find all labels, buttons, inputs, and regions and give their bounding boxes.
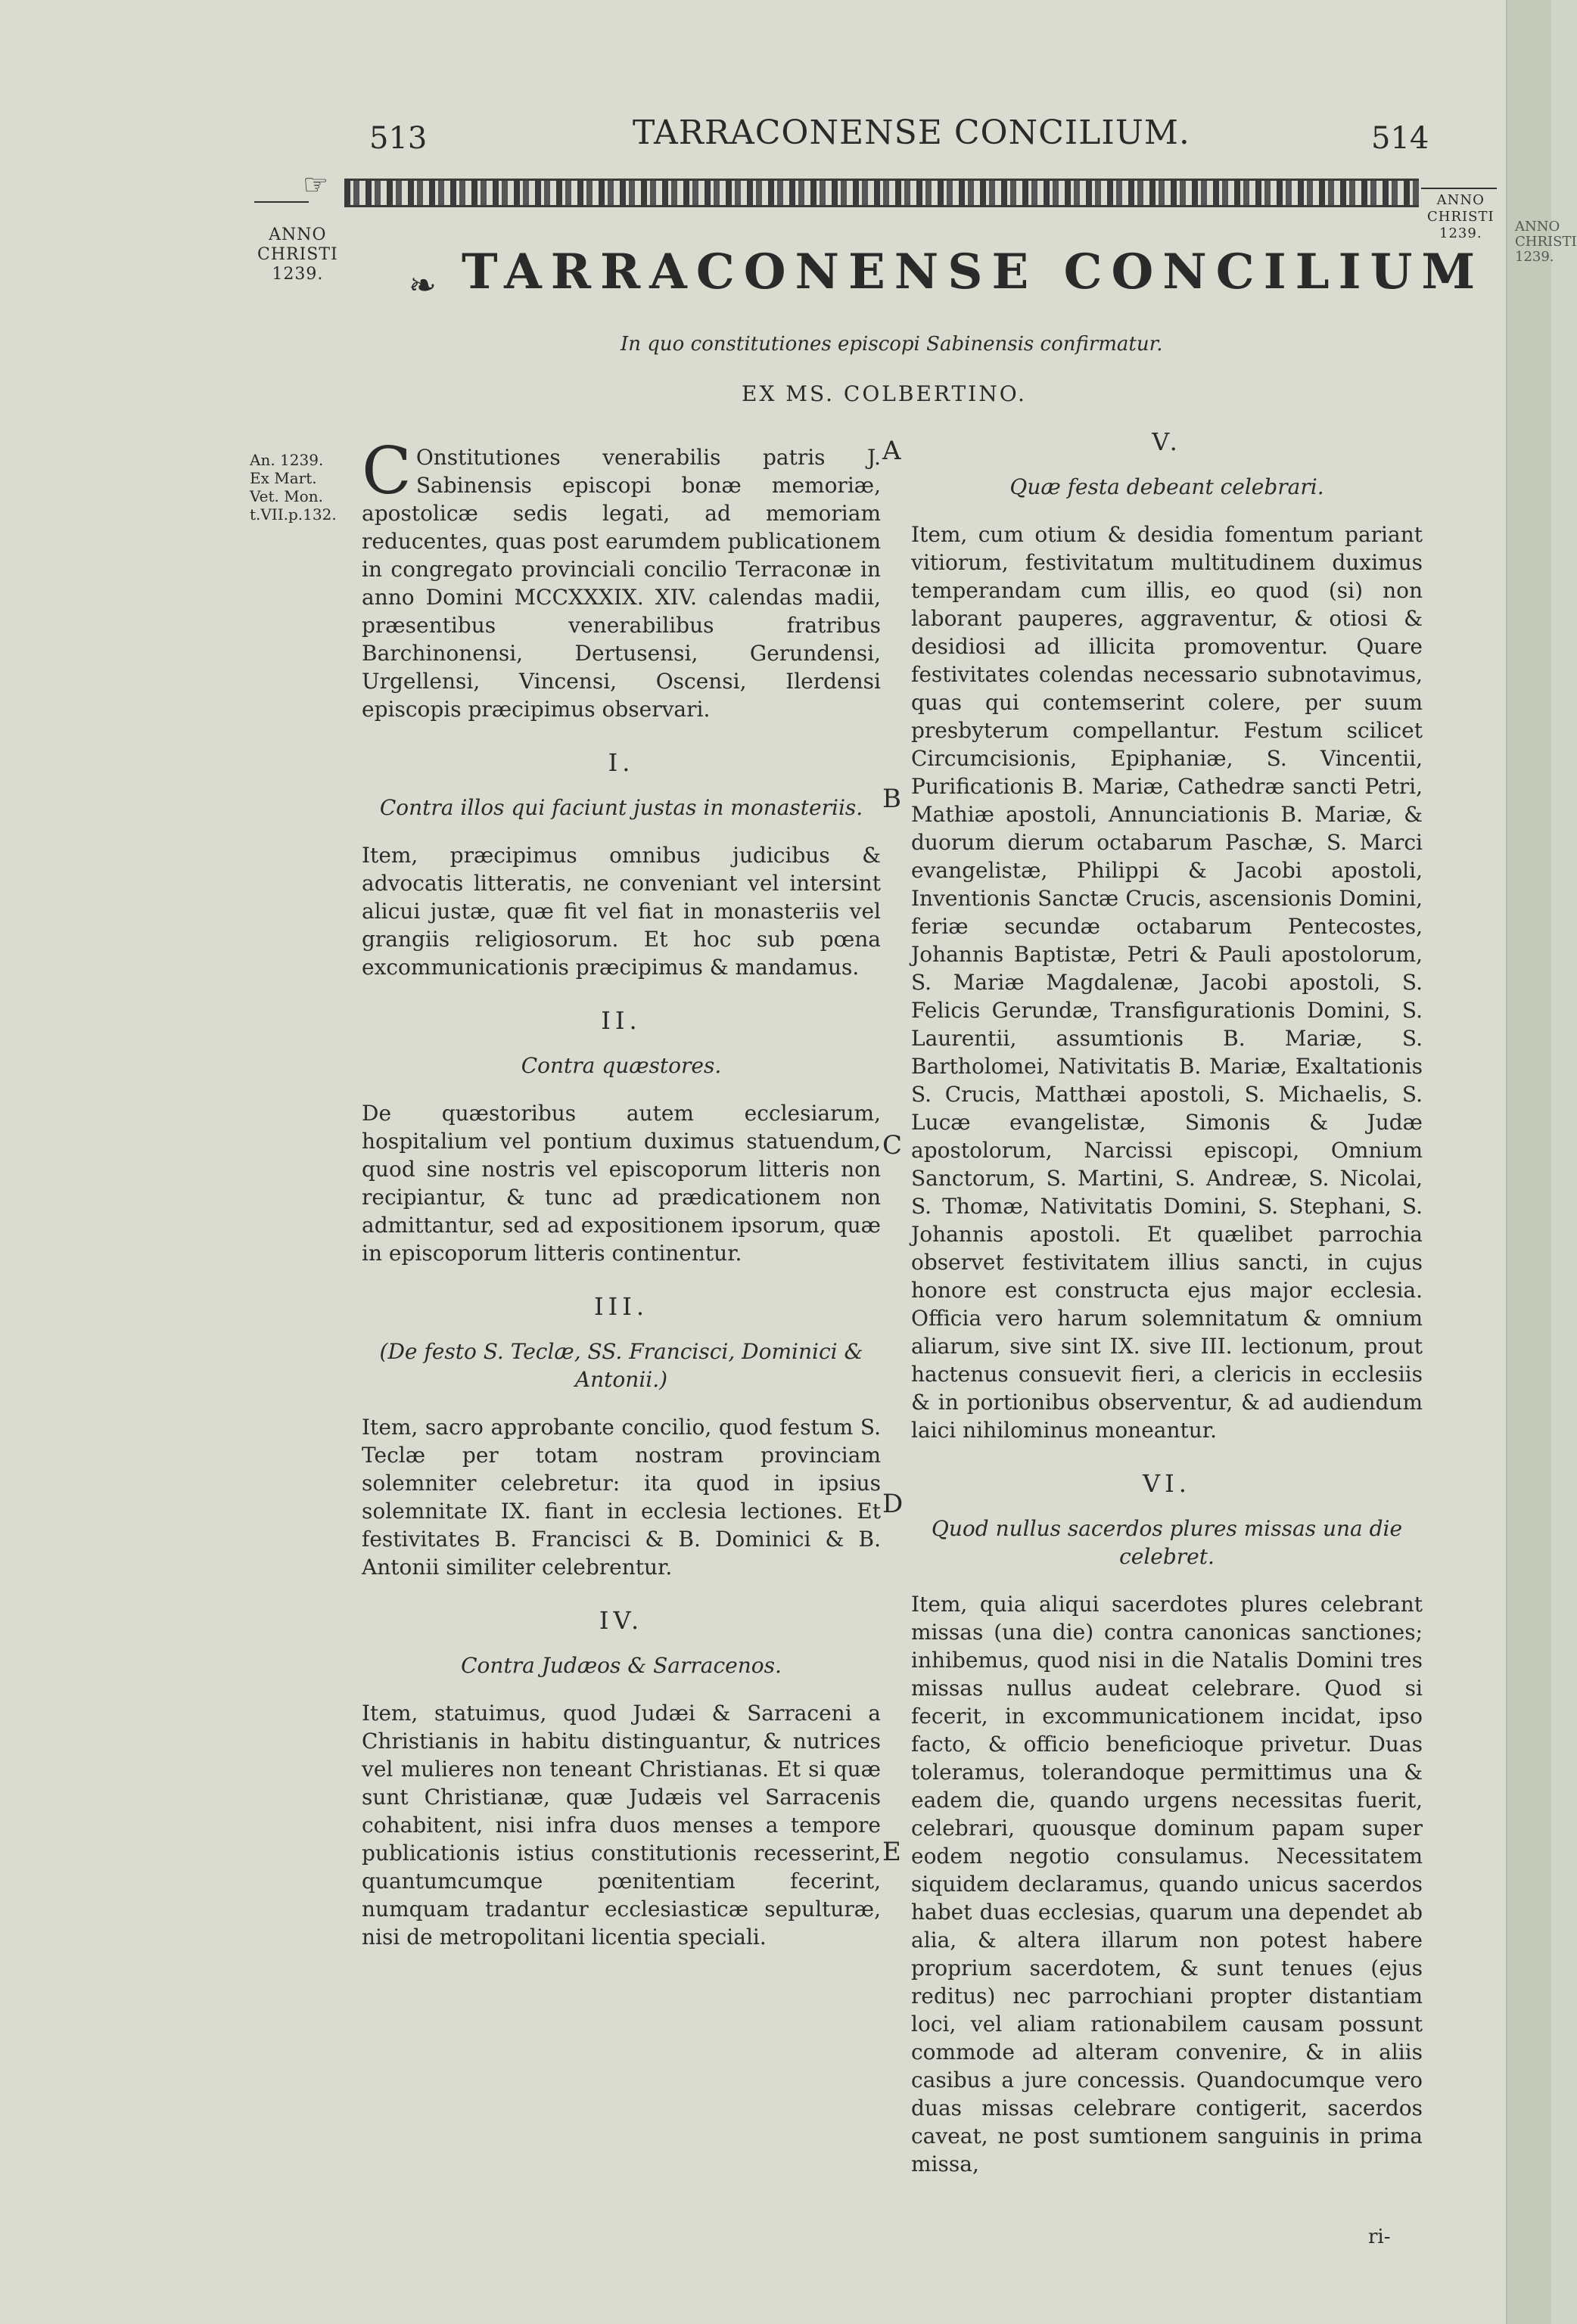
marker-a: A — [882, 436, 901, 466]
section-number: VI. — [1143, 1469, 1191, 1498]
section-text: Item, cum otium & desidia fomentum pariant vitiorum, festivitatum multitudinem duximus temperandam cum illis, eo quod (si) non laborant pauperes, aggraventur, & otiosi & desidiosi ad illicita promoventur. Quare festivitates colendas necessario subnotavimus, quas qui contemserint colere, per suum presbyterum compellantur. Festum scilicet Circumcisionis, Epiphaniæ, S. Vincentii, Purificationis B. Mariæ, Cathedræ sancti Petri, Mathiæ apostoli, Annunciationis B. Mariæ, & duorum dierum octabarum Paschæ, S. Marci evangelistæ, Philippi & Jacobi apostoli, Inventionis Sanctæ Crucis, ascensionis Domini, feriæ secundæ octabarum Pentecostes, Johannis Baptistæ, Petri & Pauli apostolorum, S. Mariæ Magdalenæ, Jacobi apostoli, S. Felicis Gerundæ, Transfigurationis Domini, S. Laurentii, assumtionis B. Mariæ, S. Bartholomei, Nativitatis B. Mariæ, Exaltationis S. Crucis, Matthæi apostoli, S. Michaelis, S. Lucæ evangelistæ, Simonis & Judæ apostolorum, Narcissi episcopi, Omnium Sanctorum, S. Martini, S. Andreæ, S. Nicolai, S. Thomæ, Nativitatis Domini, S. Stephani, S. Johannis apostoli. Et quælibet parrochia observet festivitatem illius sancti, in cujus honore est constructa ejus major ecclesia. Officia vero harum solemnitatum & omnium aliarum, sive sint IX. sive III. lectionum, prout hactenus consuevit fieri, a clericis in ecclesiis & in portionibus observentur, & ad audiendum laici nihilominus moneantur. — [911, 522, 1423, 1443]
marker-c: C — [882, 1130, 903, 1160]
page-number-left: 513 — [369, 121, 428, 156]
section-number: III. — [593, 1292, 649, 1321]
margin-note: An. 1239. Ex Mart. Vet. Mon. t.VII.p.132. — [250, 451, 337, 524]
facing-page-anno: ANNO CHRISTI 1239. — [1515, 219, 1577, 265]
page-number-right: 514 — [1371, 121, 1429, 156]
section-title: Quæ festa debeant celebrari. — [1009, 474, 1324, 499]
intro-paragraph: C Onstitutiones venerabilis patris J. Sabinensis episcopi bonæ memoriæ, apostolicæ sedis legati, ad memoriam reducentes, quas post earumdem publicationem in congregato provinciali concilio Terraconæ in anno Domini MCCXXXIX. XIV. calendas madii, præsentibus venerabilibus fratribus Barchinonensi, Dertusensi, Gerundensi, Urgellensi, Vincensi, Oscensi, Ilerdensi episcopis præcipimus observari. — [362, 433, 881, 722]
section-number: II. — [601, 1006, 642, 1035]
section-text: Item, statuimus, quod Judæi & Sarraceni a Christianis in habitu distinguantur, & nutrices vel mulieres non teneant Christianas. Et si quæ sunt Christianæ, quæ Judæis vel Sarracenis cohabitent, nisi infra duos menses a tempore publicationis istius constitutionis recesserint, quantumcumque pœnitentiam fecerint, numquam tradantur ecclesiasticæ sepulturæ, nisi de metropolitani licentia speciali. — [362, 1701, 881, 1950]
catchword: ri- — [1368, 2226, 1391, 2248]
section-text: Item, sacro approbante concilio, quod festum S. Teclæ per totam nostram provinciam solemniter celebretur: ita quod in ipsius solemnitate IX. fiant in ecclesia lectiones. Et festivitates B. Francisci & B. Dominici & B. Antonii similiter celebrentur. — [362, 1415, 881, 1580]
marker-b: B — [882, 784, 901, 814]
running-title: TARRACONENSE CONCILIUM. — [633, 113, 1190, 152]
ornamental-band — [344, 179, 1419, 207]
section-title: (De festo S. Teclæ, SS. Francisci, Dominici & Antonii.) — [379, 1339, 863, 1392]
section-number: V. — [1152, 427, 1182, 456]
left-column — [362, 433, 881, 1951]
section-title: Contra quæstores. — [521, 1053, 722, 1078]
section-title: Contra Judæos & Sarracenos. — [461, 1653, 782, 1678]
section-number: I. — [608, 748, 635, 777]
section-text: Item, præcipimus omnibus judicibus & advocatis litteratis, ne conveniant vel intersint alicui justæ, quæ fit vel fiat in monasteriis vel grangiis religiosorum. Et hoc sub pœna excommunicationis præcipimus & mandamus. — [362, 843, 881, 980]
document-subtitle: In quo constitutiones episcopi Sabinensis confirmatur. — [621, 333, 1163, 356]
marker-d: D — [882, 1489, 904, 1519]
facing-page-edge — [1506, 0, 1577, 2324]
section-number: IV. — [599, 1606, 644, 1635]
anno-christi-right: ANNO CHRISTI 1239. — [1427, 192, 1495, 241]
source-line: EX MS. COLBERTINO. — [742, 381, 1027, 406]
header-rule-right — [1421, 188, 1497, 189]
section-text: Item, quia aliqui sacerdotes plures celebrant missas (una die) contra canonicas sanctiones; inhibemus, quod nisi in die Natalis Domini tres missas nullus audeat celebrare. Quod si fecerit, in excommunicationem incidat, ipso facto, & officio beneficioque privetur. Duas toleramus, tolerandoque permittimus una & eadem die, quando urgens necessitas fuerit, celebrari, quousque dominum papam super eodem negotio consulamus. Necessitatem siquidem declaramus, quando unicus sacerdos habet duas ecclesias, quarum una dependet ab alia, & altera illarum non potest habere proprium sacerdotem, & sunt tenues (ejus reditus) nec parrochiani propter distantiam loci, vel aliam rationabilem causam possunt commode ad alteram convenire, & in aliis casibus a jure concessis. Quandocumque vero duas missas celebrare contigerit, sacerdos caveat, ne post sumtionem sanguinis in prima missa, — [911, 1592, 1423, 2176]
right-column — [911, 428, 1423, 2178]
section-title: Contra illos qui faciunt justas in monasteriis. — [379, 795, 863, 820]
drop-cap: C — [362, 433, 412, 509]
pointing-hand-icon: ☞ — [303, 168, 329, 201]
section-text: De quæstoribus autem ecclesiarum, hospitalium vel pontium duximus statuendum, quod sine nostris vel episcoporum litteris non recipiantur, & tunc ad prædicationem non admittantur, sed ad expositionem ipsorum, quæ in episcoporum litteris continentur. — [362, 1101, 881, 1266]
fleuron-icon: ❧ — [409, 266, 437, 305]
section-title: Quod nullus sacerdos plures missas una die celebret. — [931, 1516, 1403, 1569]
header-rule-left — [254, 201, 309, 203]
anno-christi-left: ANNO CHRISTI 1239. — [257, 225, 338, 284]
document-title: TARRACONENSE CONCILIUM — [462, 244, 1485, 300]
marker-e: E — [882, 1837, 901, 1867]
